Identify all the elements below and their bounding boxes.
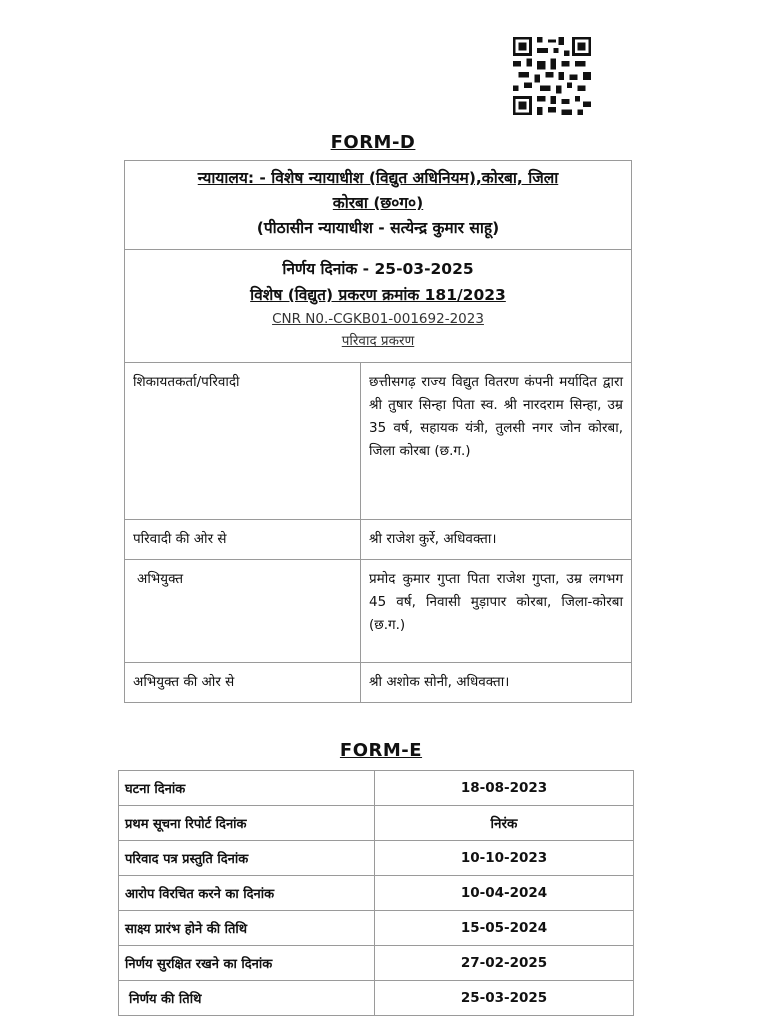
party-label: अभियुक्त की ओर से [125, 663, 361, 703]
party-label: अभियुक्त [125, 560, 361, 663]
party-value: श्री अशोक सोनी, अधिवक्ता। [361, 663, 632, 703]
party-value: श्री राजेश कुर्रे, अधिवक्ता। [361, 520, 632, 560]
date-value: 27-02-2025 [375, 946, 634, 981]
table-row [119, 841, 634, 876]
date-label: घटना दिनांक [119, 771, 375, 806]
court-name-line2: कोरबा (छ०ग०) [332, 194, 424, 212]
party-row [125, 560, 632, 663]
court-name-line1: न्यायालय: - विशेष न्यायाधीश (विद्युत अधिनियम),कोरबा, जिला [197, 169, 559, 187]
judgment-date: निर्णय दिनांक - 25-03-2025 [282, 260, 474, 278]
date-value: 10-10-2023 [375, 841, 634, 876]
form-e-table [118, 770, 634, 1016]
party-value: प्रमोद कुमार गुप्ता पिता राजेश गुप्ता, उम्र लगभग 45 वर्ष, निवासी मुड़ापार कोरबा, जिला-कोरबा (छ.ग.) [361, 560, 632, 663]
party-row [125, 663, 632, 703]
date-label: निर्णय सुरक्षित रखने का दिनांक [119, 946, 375, 981]
table-row [119, 876, 634, 911]
table-row [119, 911, 634, 946]
date-label: निर्णय की तिथि [119, 981, 375, 1016]
qr-code [513, 37, 591, 115]
presiding-judge: (पीठासीन न्यायाधीश - सत्येन्द्र कुमार साहू) [256, 219, 500, 237]
party-label: परिवादी की ओर से [125, 520, 361, 560]
date-value: 25-03-2025 [375, 981, 634, 1016]
date-value: 15-05-2024 [375, 911, 634, 946]
date-value: निरंक [375, 806, 634, 841]
date-label: प्रथम सूचना रिपोर्ट दिनांक [119, 806, 375, 841]
date-label: परिवाद पत्र प्रस्तुति दिनांक [119, 841, 375, 876]
date-label: आरोप विरचित करने का दिनांक [119, 876, 375, 911]
table-row [119, 771, 634, 806]
cnr-number: CNR N0.-CGKB01-001692-2023 [272, 311, 484, 327]
table-row [119, 981, 634, 1016]
party-value: छत्तीसगढ़ राज्य विद्युत वितरण कंपनी मर्यादित द्वारा श्री तुषार सिन्हा पिता स्व. श्री नारदराम सिन्हा, उम्र 35 वर्ष, सहायक यंत्री, तुलसी नगर जोन कोरबा, जिला कोरबा (छ.ग.) [361, 363, 632, 520]
case-number: विशेष (विद्युत) प्रकरण क्रमांक 181/2023 [250, 286, 506, 304]
table-row [119, 806, 634, 841]
court-header [125, 161, 632, 250]
party-label: शिकायतकर्ता/परिवादी [125, 363, 361, 520]
party-row [125, 520, 632, 560]
form-d-table [124, 160, 632, 703]
form-e-title: FORM-E [339, 740, 423, 761]
party-row [125, 363, 632, 520]
table-row [119, 946, 634, 981]
case-type: परिवाद प्रकरण [341, 333, 415, 349]
form-d-title: FORM-D [330, 132, 416, 153]
date-value: 18-08-2023 [375, 771, 634, 806]
date-value: 10-04-2024 [375, 876, 634, 911]
date-label: साक्ष्य प्रारंभ होने की तिथि [119, 911, 375, 946]
case-details [125, 250, 632, 363]
